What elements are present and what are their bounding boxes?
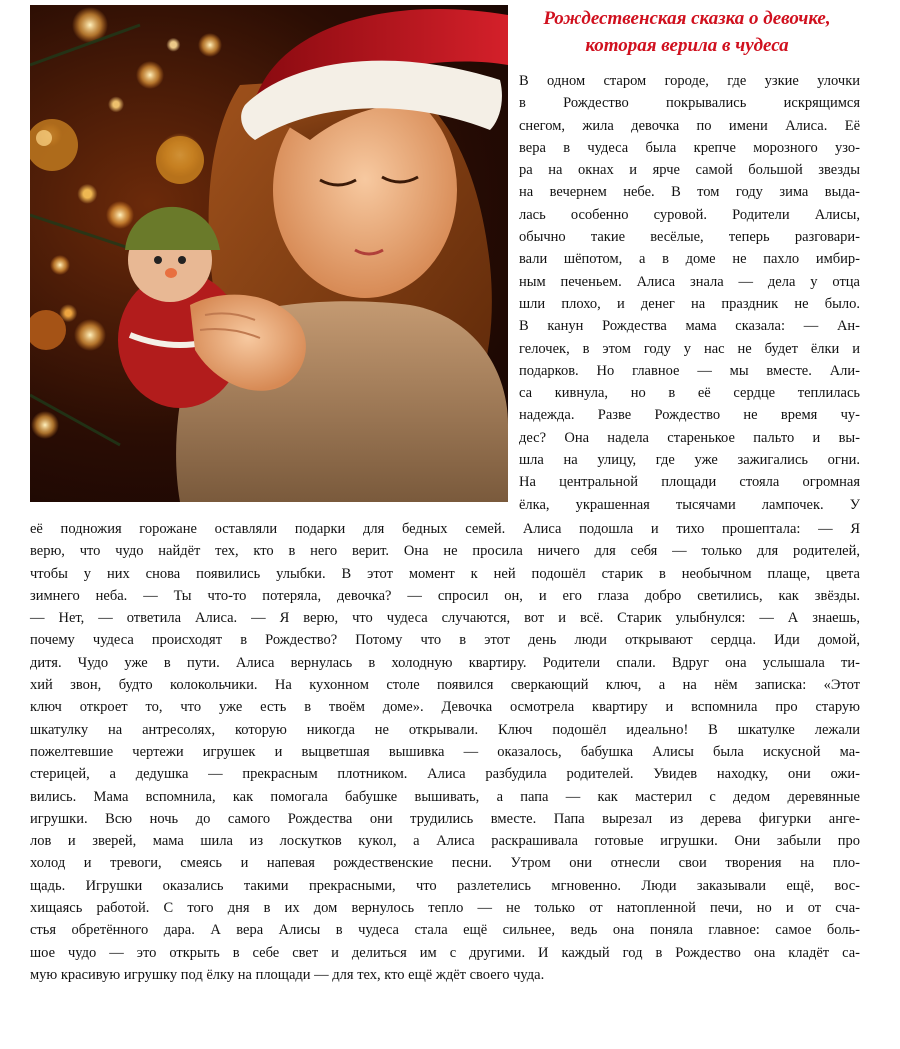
text-column-paragraph	[519, 70, 860, 516]
column-line: гелочек, в этом году у нас не будет ёлки и	[519, 340, 860, 357]
full-line: шкатулку на антресолях, которую никогда не открывали. Ключ подошёл идеально! В шкатулке лежали	[30, 721, 860, 738]
column-line: подарков. Но главное — мы вместе. Али-	[519, 362, 860, 379]
column-line: вера в чудеса была крепче морозного узо-	[519, 139, 860, 156]
column-line: дес? Она надела старенькое пальто и вы-	[519, 429, 860, 446]
full-line: её подножия горожане оставляли подарки для бедных семей. Алиса подошла и тихо прошептала: — Я	[30, 521, 860, 537]
column-line: ра на окнах и ярче самой большой звезды	[519, 162, 860, 179]
title-line-1: Рождественская сказка о девочке,	[543, 8, 831, 29]
full-line: лов и зверей, мама шила из лоскутков кукол, а Алиса раскрашивала готовые игрушки. Они забыли про	[30, 833, 860, 850]
column-line: На центральной площади стояла огромная	[519, 474, 860, 491]
column-line: обычно такие весёлые, теперь разговари-	[519, 229, 860, 246]
column-line: са кивнула, но в её сердце теплилась	[519, 385, 860, 402]
illustration-image	[30, 5, 508, 502]
column-line: лась особенно суровой. Родители Алисы,	[519, 206, 860, 223]
column-line: вали шёпотом, а в доме не пахло имбир-	[519, 251, 860, 268]
full-line: хищаясь работой. С того дня в их дом вернулось тепло — не только от натопленной печи, но и от сча-	[30, 900, 860, 917]
full-line: пожелтевшие чертежи игрушек и выцветшая вышивка — оказалось, бабушка Алисы была искусной ма-	[30, 743, 860, 760]
column-line: В канун Рождества мама сказала: — Ан-	[519, 318, 860, 335]
text-full-paragraph	[30, 518, 860, 986]
full-line: холод и тревоги, смеясь и напевая рождественские песни. Утром они отнесли свои творения на пло-	[30, 855, 860, 872]
full-line: шое чудо — это открыть в себе свет и делиться им с другими. И каждый год в Рождество она кладёт са-	[30, 944, 860, 961]
column-line: надежда. Разве Рождество не время чу-	[519, 407, 860, 424]
full-line: стерицей, а дедушка — прекрасным плотником. Алиса разбудила родителей. Увидев находку, они ожи-	[30, 766, 860, 783]
column-line: шла на улицу, где уже зажигались огни.	[519, 452, 860, 469]
full-line: — Нет, — ответила Алиса. — Я верю, что чудеса случаются, вот и всё. Старик улыбнулся: — А знаешь,	[30, 610, 860, 627]
full-line: игрушки. Всю ночь до самого Рождества они трудились вместе. Папа вырезал из дерева фигурки анге-	[30, 810, 860, 827]
column-line: ёлка, украшенная тысячами лампочек. У	[519, 496, 860, 513]
full-line: стья обретённого дара. А вера Алисы в чудеса стала ещё сильнее, ведь она поняла главное: самое боль-	[30, 922, 860, 939]
girl-with-toy-icon	[30, 5, 508, 502]
column-line: ным печеньем. Алиса знала — дела у отца	[519, 273, 860, 290]
text-column-right	[519, 70, 860, 516]
column-line: В одном старом городе, где узкие улочки	[519, 73, 860, 89]
title-line-2: которая верила в чудеса	[585, 35, 789, 56]
full-line: почему чудеса происходят в Рождество? Потому что в этот день люди открывают сердца. Иди домой,	[30, 632, 860, 649]
full-line: ключ откроет то, что уже есть в твоём доме». Девочка осмотрела квартиру и вспомнила про старую	[30, 699, 860, 716]
document-title	[512, 5, 862, 59]
full-line: верю, что чудо найдёт тех, кто в него верит. Она не просила ничего для себя — только для родителей,	[30, 543, 860, 560]
column-line: снегом, жила девочка по имени Алиса. Её	[519, 117, 860, 134]
full-line: вились. Мама вспомнила, как помогала бабушке вышивать, а папа — как мастерил с дедом деревянные	[30, 788, 860, 805]
column-line: шли плохо, и денег на праздник не было.	[519, 295, 860, 312]
full-line: хий звон, будто колокольчики. На кухонном столе появился сверкающий ключ, а на нём записка: «Этот	[30, 677, 860, 694]
column-line: на вечернем небе. В том году зима выда-	[519, 184, 860, 201]
full-line: чтобы у них снова появились улыбки. В этот момент к ней подошёл старик в необычном плаще, цвета	[30, 565, 860, 582]
full-line: щадь. Игрушки оказались такими прекрасными, что разлетелись мгновенно. Люди заказывали ещё, вос-	[30, 877, 860, 894]
full-line: дитя. Чудо уже в пути. Алиса вернулась в холодную квартиру. Родители спали. Вдруг она услышала ти-	[30, 654, 860, 671]
full-line: мую красивую игрушку под ёлку на площади — для тех, кто ещё ждёт своего чуда.	[30, 966, 545, 983]
column-line: в Рождество покрывались искрящимся	[519, 95, 860, 112]
text-full-width	[30, 518, 860, 986]
full-line: зимнего неба. — Ты что-то потеряла, девочка? — спросил он, и его глаза добро светились, как звёзды.	[30, 587, 860, 604]
